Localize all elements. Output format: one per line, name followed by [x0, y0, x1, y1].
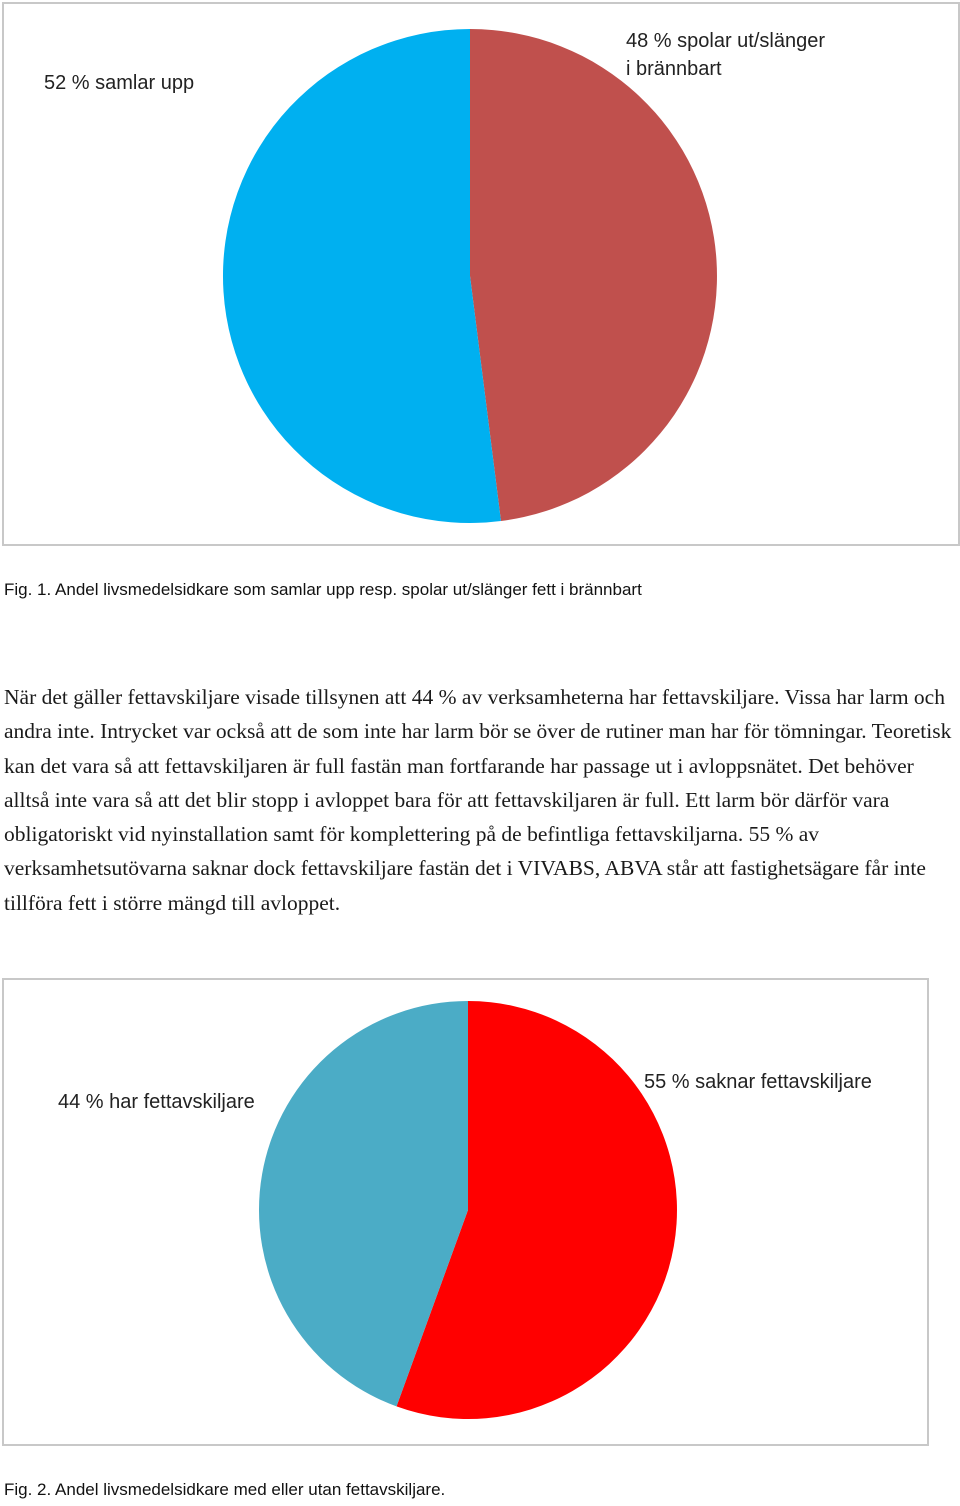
- figure-1-caption: Fig. 1. Andel livsmedelsidkare som samlar upp resp. spolar ut/slänger fett i brännbart: [4, 580, 642, 599]
- body-paragraph: När det gäller fettavskiljare visade tillsynen att 44 % av verksamheterna har fettavskiljare. Vissa har larm och andra inte. Intrycket var också att de som inte har larm bör se över de rutiner man har för tömningar. Teoretisk kan det vara så att fettavskiljaren är full fastän man fortfarande har passage ut i avloppsnätet. Det behöver alltså inte vara så att det blir stopp i avloppet bara för att fettavskiljaren är full. Ett larm bör därför vara obligatoriskt vid nyinstallation samt för komplettering på de befintliga fettavskiljarna. 55 % av verksamhetsutövarna saknar dock fettavskiljare fastän det i VIVABS, ABVA står att fastighetsägare får inte tillföra fett i större mängd till avloppet.: [4, 685, 952, 915]
- pie1-slice-1: [223, 29, 501, 523]
- slice-label-saknar: 55 % saknar fettavskiljare: [644, 1071, 872, 1093]
- slice-label-har: 44 % har fettavskiljare: [58, 1091, 255, 1113]
- slice-label-samlar: 52 % samlar upp: [44, 72, 195, 94]
- pie1-slice-0: [470, 29, 717, 521]
- chart-2-frame: [2, 978, 929, 1446]
- pie-chart-2: [4, 980, 931, 1448]
- slice-label-spolar: 48 % spolar ut/slänger i brännbart: [626, 30, 826, 80]
- figure-2-caption: Fig. 2. Andel livsmedelsidkare med eller utan fettavskiljare.: [4, 1480, 446, 1499]
- chart-1-frame: [2, 2, 960, 546]
